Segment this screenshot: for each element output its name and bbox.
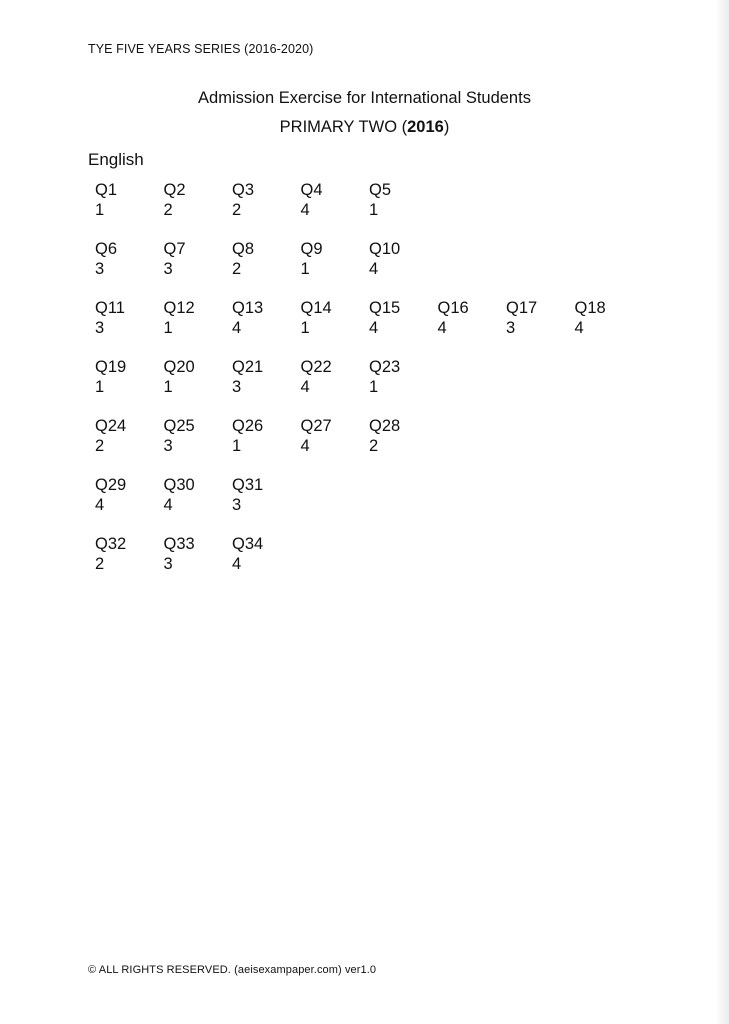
question-number: Q24 — [95, 417, 127, 435]
question-number: Q25 — [163, 417, 195, 435]
question-number: Q17 — [506, 299, 538, 317]
question-number: Q32 — [95, 535, 127, 553]
answer-item — [301, 416, 369, 456]
question-number: Q12 — [163, 299, 195, 317]
answer-value: 2 — [232, 201, 242, 219]
question-number: Q21 — [232, 358, 264, 376]
question-number: Q27 — [300, 417, 332, 435]
question-number: Q29 — [95, 476, 127, 494]
question-number: Q14 — [300, 299, 332, 317]
question-number: Q4 — [300, 181, 323, 199]
answer-value: 3 — [232, 378, 242, 396]
question-number: Q1 — [95, 181, 118, 199]
answer-value: 3 — [232, 496, 242, 514]
question-number: Q13 — [232, 299, 264, 317]
answer-value: 3 — [95, 260, 105, 278]
answer-item — [369, 298, 437, 338]
answer-item — [232, 239, 300, 279]
answer-item — [369, 239, 437, 279]
answer-value: 4 — [163, 496, 173, 514]
answer-item — [95, 298, 163, 338]
question-number: Q2 — [163, 181, 186, 199]
question-number: Q31 — [232, 476, 264, 494]
answer-item — [506, 298, 574, 338]
answer-value: 1 — [300, 319, 310, 337]
question-number: Q18 — [574, 299, 606, 317]
answer-value: 1 — [232, 437, 242, 455]
answer-value: 1 — [369, 201, 379, 219]
question-number: Q7 — [163, 240, 186, 258]
answer-value: 4 — [300, 378, 310, 396]
answer-value: 4 — [300, 201, 310, 219]
question-number: Q15 — [369, 299, 401, 317]
answer-value: 2 — [95, 555, 105, 573]
answer-item — [95, 180, 163, 220]
question-number: Q19 — [95, 358, 127, 376]
subtitle-suffix: ) — [443, 118, 450, 136]
answer-item — [301, 357, 369, 397]
page-edge-shadow — [715, 0, 729, 1024]
question-number: Q34 — [232, 535, 264, 553]
answer-item — [232, 298, 300, 338]
answer-item — [164, 416, 232, 456]
document-subtitle — [0, 118, 729, 137]
answer-item — [232, 534, 300, 574]
answer-item — [301, 239, 369, 279]
answer-item — [369, 416, 437, 456]
question-number: Q8 — [232, 240, 255, 258]
answer-item — [164, 239, 232, 279]
answer-item — [164, 298, 232, 338]
question-number: Q11 — [95, 299, 125, 317]
answer-item — [164, 475, 232, 515]
answer-value: 2 — [232, 260, 242, 278]
document-title: Admission Exercise for International Students — [198, 89, 531, 107]
question-number: Q20 — [163, 358, 195, 376]
answer-item — [232, 357, 300, 397]
answer-value: 3 — [163, 555, 173, 573]
answer-value: 2 — [163, 201, 173, 219]
answer-item — [95, 534, 163, 574]
question-number: Q10 — [369, 240, 401, 258]
question-number: Q28 — [369, 417, 401, 435]
answer-value: 4 — [232, 319, 242, 337]
question-number: Q9 — [300, 240, 323, 258]
answer-value: 1 — [95, 201, 105, 219]
answer-value: 4 — [574, 319, 584, 337]
answer-item — [164, 534, 232, 574]
answer-item — [438, 298, 506, 338]
question-number: Q16 — [437, 299, 469, 317]
answer-value: 1 — [369, 378, 379, 396]
question-number: Q6 — [95, 240, 118, 258]
answer-value: 2 — [95, 437, 105, 455]
subtitle-prefix: PRIMARY TWO ( — [279, 118, 408, 136]
answer-value: 4 — [369, 319, 379, 337]
question-number: Q30 — [163, 476, 195, 494]
question-number: Q23 — [369, 358, 401, 376]
question-number: Q26 — [232, 417, 264, 435]
answer-value: 3 — [163, 260, 173, 278]
answer-item — [164, 180, 232, 220]
question-number: Q22 — [300, 358, 332, 376]
answer-value: 3 — [95, 319, 105, 337]
answer-value: 4 — [437, 319, 447, 337]
answer-value: 3 — [163, 437, 173, 455]
answer-value: 4 — [232, 555, 242, 573]
answer-value: 1 — [163, 378, 173, 396]
answer-item — [301, 180, 369, 220]
series-label: TYE FIVE YEARS SERIES (2016-2020) — [88, 42, 314, 56]
answer-item — [369, 180, 437, 220]
question-number: Q3 — [232, 181, 255, 199]
answer-value: 1 — [95, 378, 105, 396]
answer-value: 1 — [300, 260, 310, 278]
answer-item — [232, 180, 300, 220]
answer-item — [232, 416, 300, 456]
question-number: Q33 — [163, 535, 195, 553]
answer-item — [301, 298, 369, 338]
answer-value: 4 — [369, 260, 379, 278]
answer-value: 1 — [163, 319, 173, 337]
answer-item — [95, 475, 163, 515]
answer-value: 4 — [300, 437, 310, 455]
answer-value: 2 — [369, 437, 379, 455]
answer-item — [575, 298, 643, 338]
answer-item — [95, 416, 163, 456]
copyright-footer: © ALL RIGHTS RESERVED. (aeisexampaper.com) ver1.0 — [88, 964, 377, 976]
answer-item — [232, 475, 300, 515]
subtitle-year: 2016 — [407, 118, 444, 136]
answer-item — [369, 357, 437, 397]
answer-item — [164, 357, 232, 397]
subject-heading: English — [88, 150, 144, 169]
answer-value: 4 — [95, 496, 105, 514]
question-number: Q5 — [369, 181, 392, 199]
answer-value: 3 — [506, 319, 516, 337]
answer-item — [95, 239, 163, 279]
answer-item — [95, 357, 163, 397]
